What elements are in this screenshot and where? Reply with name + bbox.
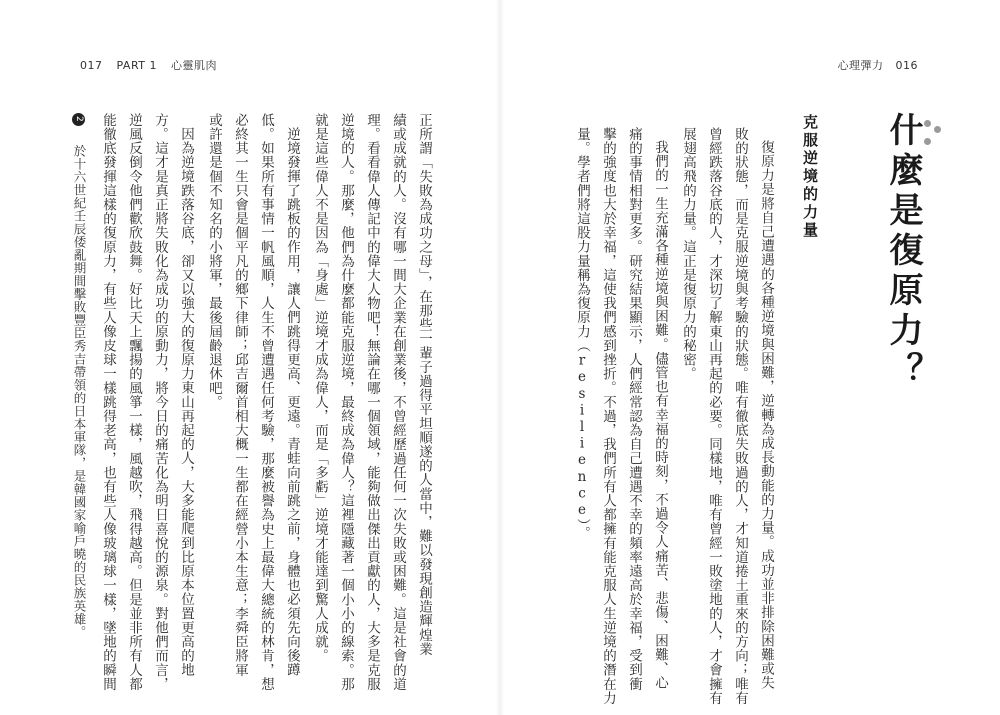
book-title: 心理彈力: [837, 59, 884, 72]
right-page-number: 016: [895, 59, 918, 72]
footnote: [72, 113, 85, 639]
footnote-text: 於十六世紀壬辰倭亂期間擊敗豐臣秀吉帶領的日本軍隊，是韓國家喻戶曉的民族英雄。: [72, 144, 87, 639]
ornament-dot: [924, 120, 931, 127]
left-body-line: 方。這才是真正將失敗化為成功的原動力，將今日的痛苦化為明日喜悅的源泉。對他們而言，: [152, 113, 168, 692]
left-page-number: 017: [80, 59, 103, 72]
right-body-line: 復原力是將自己遭遇的各種逆境與困難，逆轉為成長動能的力量。成功並非排除困難或失: [758, 140, 774, 690]
ornament-dot: [934, 126, 941, 133]
left-body-line: 績或成就的人。沒有哪一間大企業在創業後，不曾經歷過任何一次失敗或困難。這是社會的道: [390, 113, 406, 692]
right-body-line: 曾經跌落谷底的人，才深切了解東山再起的必要。同樣地，唯有曾經一敗塗地的人，才會擁有: [706, 127, 722, 706]
left-body-line: 理。看看偉人傳記中的偉大人物吧！無論在哪一個領域，能夠做出傑出貢獻的人，大多是克服: [364, 113, 380, 692]
left-body-line: 正所謂「失敗為成功之母」，在那些一輩子過得平坦順遂的人當中，難以發現創造輝煌業: [416, 113, 432, 657]
ornament-dot: [924, 138, 931, 145]
right-body-line: 量。學者們將這股力量稱為復原力（resilience）。: [574, 127, 590, 541]
right-body-line: 痛的事情相對更多。研究結果顯示，人們經常認為自己遭遇不幸的頻率遠高於幸福，受到衝: [626, 127, 642, 691]
left-running-header: [80, 57, 227, 73]
left-body-line: 必終其一生只會是個平凡的鄉下律師；邱吉爾首相大概一生都在經營小本生意；李舜臣將軍: [232, 113, 248, 677]
chapter-title: 什麼是復原力？: [883, 112, 923, 392]
right-body-line: 擊的強度也大於幸福，這使我們感到挫折。不過，我們所有人都擁有能克服人生逆境的潛在力: [600, 127, 616, 706]
footnote-marker: 2: [72, 113, 85, 126]
right-body-line: 展翅高飛的力量。這正是復原力的秘密。: [680, 127, 696, 381]
left-body-line: 就是這些偉人不是因為「身處」逆境才成為偉人，而是「多虧」逆境才能達到驚人成就。: [312, 113, 328, 663]
left-body-line: 逆境的人。那麼，他們為什麼都能克服逆境，最終成為偉人？這裡隱藏著一個小小的線索。那: [338, 113, 354, 692]
right-running-header: [830, 57, 919, 73]
left-body-line: 逆風反倒令他們歡欣鼓舞。好比天上飄揚的風箏一樣，風越吹，飛得越高。但是並非所有人都: [126, 113, 142, 692]
right-body-line: 敗的狀態，而是克服逆境與考驗的狀態。唯有徹底失敗過的人，才知道捲土重來的方向；唯有: [732, 127, 748, 706]
right-body-line: 我們的一生充滿各種逆境與困難。儘管也有幸福的時刻，不過令人痛苦、悲傷、困難、心: [652, 140, 668, 690]
page-gutter: [496, 0, 504, 715]
part-label: PART 1: [116, 59, 158, 72]
left-body-line: 或許還是個不知名的小將軍，最後屆齡退休吧。: [206, 113, 222, 410]
section-subheading: 克服逆境的力量: [801, 114, 819, 240]
part-title: 心靈肌肉: [171, 59, 218, 72]
title-ornament: [924, 112, 944, 152]
left-body-line: 低。如果所有事情一帆風順，人生不曾遭遇任何考驗，那麼被譽為史上最偉大總統的林肯，想: [258, 113, 274, 692]
left-body-line: 逆境發揮了跳板的作用，讓人們跳得更高、更遠。青蛙向前跳之前，身體也必須先向後蹲: [284, 127, 300, 677]
left-body-line: 因為逆境跌落谷底，卻又以強大的復原力東山再起的人，大多能爬到比原本位置更高的地: [178, 127, 194, 677]
left-body-line: 能徹底發揮這樣的復原力，有些人像皮球一樣跳得老高，也有些人像玻璃球一樣，墜地的瞬間: [100, 113, 116, 692]
